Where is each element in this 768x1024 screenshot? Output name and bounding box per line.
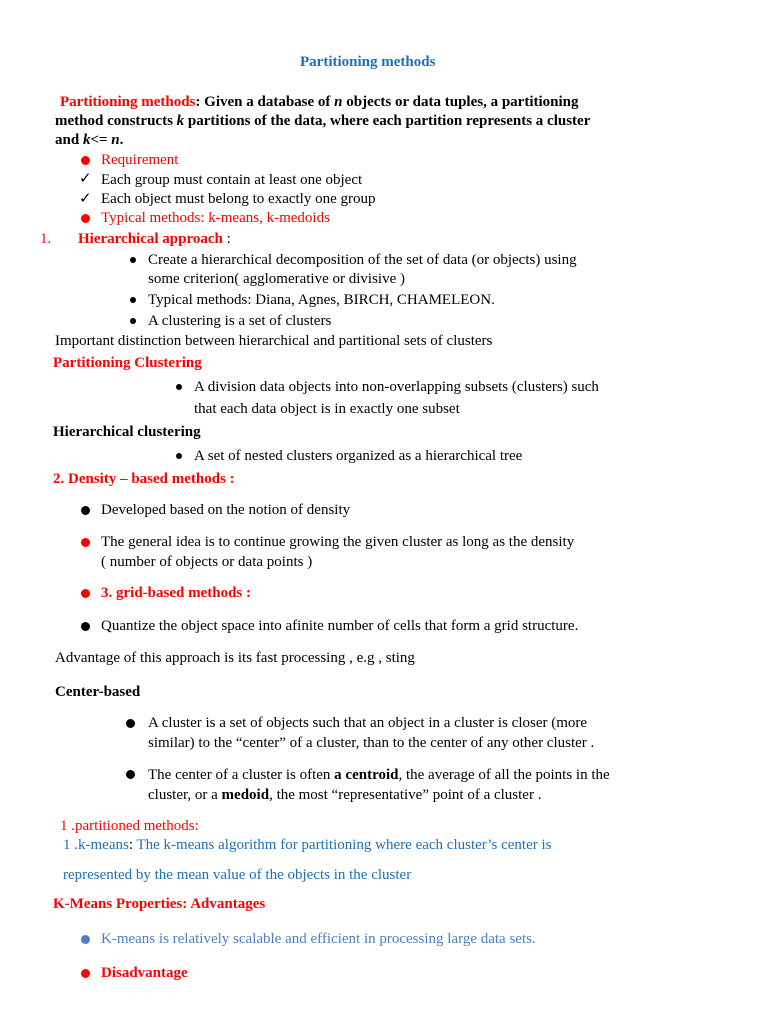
- hier-bullet-3: A clustering is a set of clusters: [148, 313, 332, 329]
- hier-cluster-bullet: A set of nested clusters organized as a hierarchical tree: [194, 448, 523, 464]
- bullet-dot-icon: [130, 297, 136, 303]
- check-item-1: Each group must contain at least one object: [101, 172, 363, 188]
- hier-bullet-1a: Create a hierarchical decomposition of the set of data (or objects) using: [148, 252, 577, 268]
- advantage-text: Advantage of this approach is its fast processing , e.g , sting: [55, 650, 415, 666]
- page-title: Partitioning methods: [300, 54, 436, 70]
- bullet-dot-icon: [81, 622, 90, 631]
- density-bullet-2a: The general idea is to continue growing the given cluster as long as the density: [101, 534, 575, 550]
- bullet-dot-icon: [81, 214, 90, 223]
- intro-line-2: method constructs k partitions of the data, where each partition represents a cluster: [55, 113, 591, 129]
- requirement-label: Requirement: [101, 152, 179, 168]
- disadvantage-heading: Disadvantage: [101, 965, 188, 981]
- hier-number: 1.: [40, 231, 52, 247]
- bullet-dot-icon: [81, 506, 90, 515]
- part-bullet-1a: A division data objects into non-overlapping subsets (clusters) such: [194, 379, 599, 395]
- part-bullet-1b: that each data object is in exactly one subset: [194, 401, 460, 417]
- bullet-dot-icon: [176, 453, 182, 459]
- center-based-heading: Center-based: [55, 684, 141, 700]
- grid-heading: 3. grid-based methods :: [101, 585, 252, 601]
- kmeans-properties-heading: K-Means Properties: Advantages: [53, 896, 266, 912]
- checkmark-icon: ✓: [79, 171, 92, 187]
- partitioning-clustering-heading: Partitioning Clustering: [53, 355, 202, 371]
- hier-bullet-1b: some criterion( agglomerative or divisive ): [148, 271, 405, 287]
- density-bullet-2b: ( number of objects or data points ): [101, 554, 313, 570]
- bullet-dot-icon: [81, 538, 90, 547]
- grid-bullet: Quantize the object space into afinite number of cells that form a grid structure.: [101, 618, 579, 634]
- intro-term: Partitioning methods: [60, 94, 196, 110]
- density-heading: 2. Density – based methods :: [53, 471, 235, 487]
- bullet-dot-icon: [130, 257, 136, 263]
- center-bullet-2: The center of a cluster is often a centroid, the average of all the points in the: [148, 767, 610, 783]
- bullet-dot-icon: [130, 318, 136, 324]
- check-item-2: Each object must belong to exactly one group: [101, 191, 376, 207]
- partitioned-heading: 1 .partitioned methods:: [60, 818, 199, 834]
- bullet-dot-icon: [176, 384, 182, 390]
- kmeans-line-1: 1 .k-means: The k-means algorithm for partitioning where each cluster’s center is: [63, 837, 552, 853]
- hierarchical-clustering-heading: Hierarchical clustering: [53, 424, 201, 440]
- hier-bullet-2: Typical methods: Diana, Agnes, BIRCH, CHAMELEON.: [148, 292, 495, 308]
- kmeans-line-2: represented by the mean value of the objects in the cluster: [63, 867, 412, 883]
- hier-heading: Hierarchical approach :: [78, 231, 231, 247]
- intro-line-3: and k<= n.: [55, 132, 124, 148]
- kmeans-advantage: K-means is relatively scalable and efficient in processing large data sets.: [101, 931, 536, 947]
- checkmark-icon: ✓: [79, 191, 92, 207]
- intro-line-1: Partitioning methods: Given a database of n objects or data tuples, a partitioning: [60, 94, 579, 110]
- center-bullet-1b: similar) to the “center” of a cluster, than to the center of any other cluster .: [148, 735, 595, 751]
- density-bullet-1: Developed based on the notion of density: [101, 502, 351, 518]
- typical-methods-1: Typical methods: k-means, k-medoids: [101, 210, 330, 226]
- bullet-dot-icon: [81, 589, 90, 598]
- center-bullet-1a: A cluster is a set of objects such that an object in a cluster is closer (more: [148, 715, 588, 731]
- center-bullet-3: cluster, or a medoid, the most “representative” point of a cluster .: [148, 787, 542, 803]
- distinction-text: Important distinction between hierarchical and partitional sets of clusters: [55, 333, 493, 349]
- bullet-dot-icon: [126, 770, 135, 779]
- bullet-dot-icon: [81, 156, 90, 165]
- bullet-dot-icon: [126, 719, 135, 728]
- bullet-dot-icon: [81, 935, 90, 944]
- bullet-dot-icon: [81, 969, 90, 978]
